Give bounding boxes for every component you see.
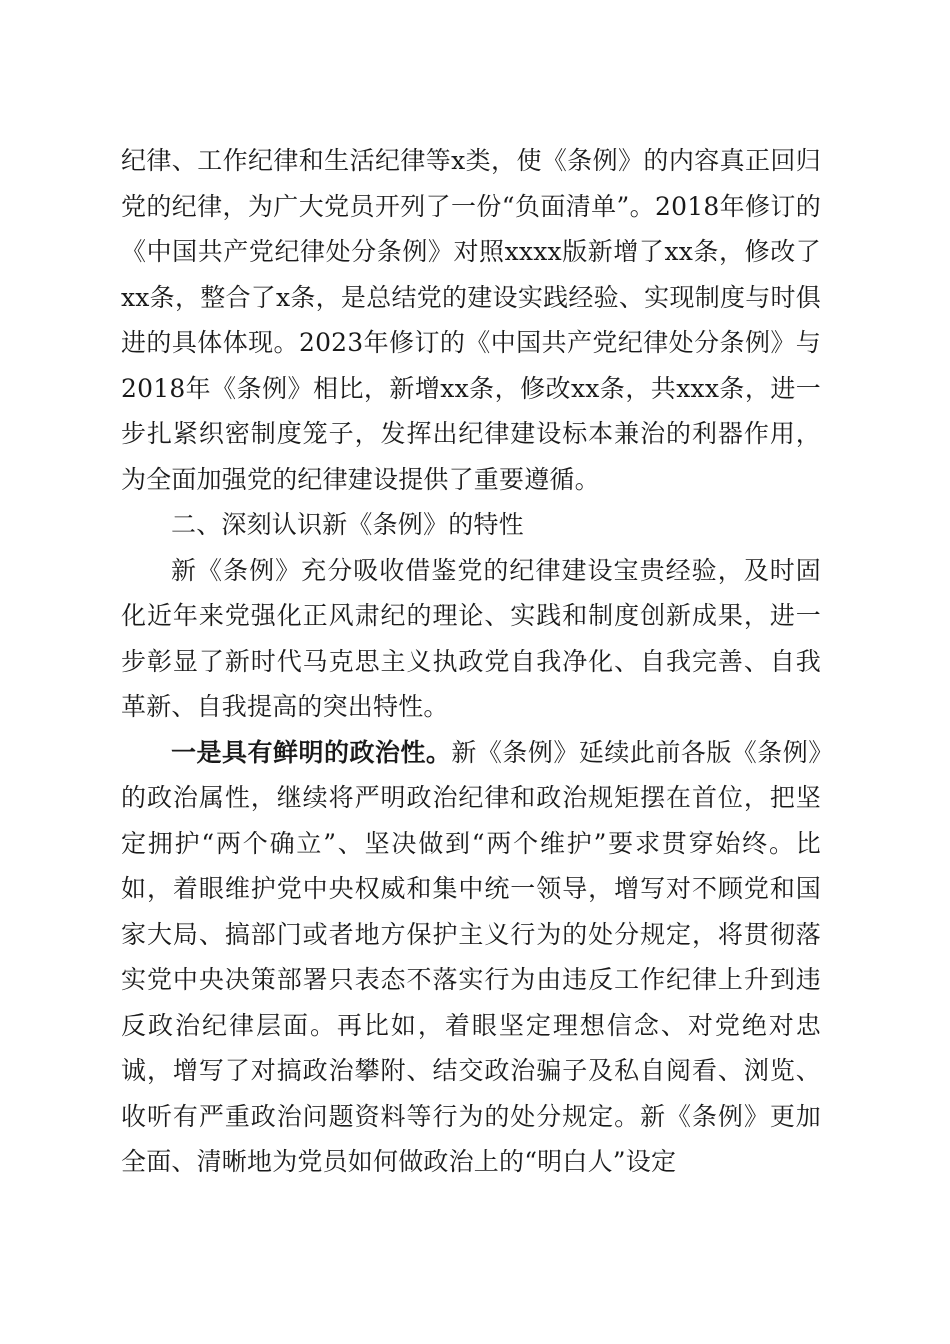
- paragraph-continued: 纪律、工作纪律和生活纪律等x类，使《条例》的内容真正回归党的纪律，为广大党员开列了一份“负面清单”。2018年修订的《中国共产党纪律处分条例》对照xxxx版新增了xx条，修改了xx条，整合了x条，是总结党的建设实践经验、实现制度与时俱进的具体体现。2023年修订的《中国共产党纪律处分条例》与2018年《条例》相比，新增xx条，修改xx条，共xxx条，进一步扎紧织密制度笼子，发挥出纪律建设标本兼治的利器作用，为全面加强党的纪律建设提供了重要遵循。: [121, 146, 821, 494]
- paragraph-point-one: [121, 730, 821, 1185]
- section-heading: 二、深刻认识新《条例》的特性: [171, 510, 524, 539]
- point-one-body: 新《条例》延续此前各版《条例》的政治属性，继续将严明政治纪律和政治规矩摆在首位，把坚定拥护“两个确立”、坚决做到“两个维护”要求贯穿始终。比如，着眼维护党中央权威和集中统一领导，增写对不顾党和国家大局、搞部门或者地方保护主义行为的处分规定，将贯彻落实党中央决策部署只表态不落实行为由违反工作纪律上升到违反政治纪律层面。再比如，着眼坚定理想信念、对党绝对忠诚，增写了对搞政治攀附、结交政治骗子及私自阅看、浏览、收听有严重政治问题资料等行为的处分规定。新《条例》更加全面、清晰地为党员如何做政治上的“明白人”设定: [121, 737, 821, 1176]
- document-body: [121, 138, 821, 1185]
- paragraph-intro: 新《条例》充分吸收借鉴党的纪律建设宝贵经验，及时固化近年来党强化正风肃纪的理论、实践和制度创新成果，进一步彰显了新时代马克思主义执政党自我净化、自我完善、自我革新、自我提高的突出特性。: [121, 555, 821, 721]
- point-one-lead: 一是具有鲜明的政治性。: [171, 737, 452, 767]
